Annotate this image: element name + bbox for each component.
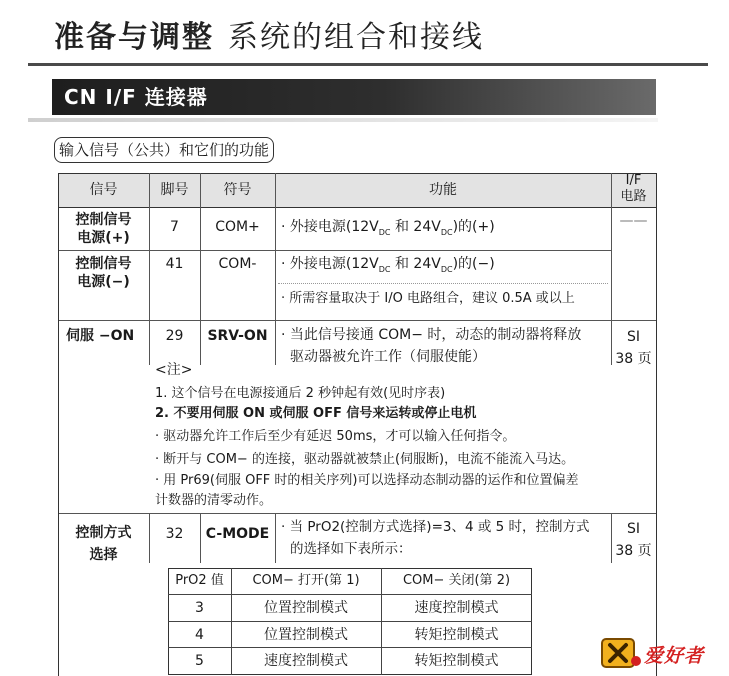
rule	[58, 207, 656, 208]
header-if-line1: I/F	[625, 173, 642, 188]
function-divider	[278, 283, 608, 284]
fn-part: · 外接电源(12V	[281, 256, 379, 272]
note-2: 2. 不要用伺服 ON 或伺服 OFF 信号来运转或停止电机	[155, 406, 477, 421]
header-if-line2: 电路	[620, 189, 647, 204]
rule	[275, 513, 276, 563]
watermark-logo	[600, 635, 720, 671]
function-line1: · 当 PrO2(控制方式选择)=3、4 或 5 时，控制方式	[281, 519, 590, 535]
rule	[58, 250, 611, 251]
watermark-text: 爱好者	[644, 645, 705, 667]
row-com-minus-signal	[58, 255, 149, 291]
if-line1: SI	[626, 329, 640, 345]
row-c-mode-pin: 32	[165, 526, 184, 542]
title-subtitle: 系统的组合和接线	[228, 20, 484, 55]
mode-row-value: 3	[195, 600, 204, 616]
header-if-circuit	[611, 173, 656, 205]
row-c-mode-symbol: C-MODE	[205, 526, 270, 542]
section-bar-shadow	[28, 118, 658, 122]
row-com-plus-pin: 7	[170, 219, 179, 235]
mode-row-value: 4	[195, 627, 204, 643]
signal-line1: 控制信号	[75, 256, 132, 272]
row-com-minus-function-2: · 所需容量取决于 I/O 电路组合，建议 0.5A 或以上	[281, 291, 575, 306]
signal-line1: 控制方式	[75, 525, 132, 541]
function-line1: · 当此信号接通 COM− 时，动态的制动器将释放	[281, 327, 582, 343]
rule	[58, 173, 59, 676]
mode-rule	[168, 621, 532, 622]
rule	[656, 173, 657, 676]
note-6: 计数器的清零动作。	[155, 493, 273, 508]
note-4: · 断开与 COM− 的连接，驱动器就被禁止(伺服断)，电流不能流入马达。	[155, 452, 575, 467]
rule	[275, 173, 276, 365]
section-title-bar	[52, 79, 656, 115]
row-srv-on-function	[281, 326, 581, 366]
section-title: CN I/F 连接器	[64, 85, 208, 109]
mode-row-open: 位置控制模式	[264, 600, 348, 616]
note-3: · 驱动器允许工作后至少有延迟 50ms，才可以输入任何指令。	[155, 429, 516, 444]
fn-sub: DC	[378, 227, 391, 237]
fn-part: )的(+)	[452, 219, 495, 235]
mode-header-open: COM− 打开(第 1)	[252, 573, 360, 588]
mode-header-closed: COM− 关闭(第 2)	[402, 573, 511, 588]
mode-row-closed: 转矩控制模式	[414, 653, 499, 669]
fn-sub: DC	[440, 227, 453, 237]
signal-line1: 控制信号	[75, 212, 132, 228]
fn-part: 和 24V	[390, 256, 441, 272]
header-symbol: 符号	[223, 182, 252, 198]
fn-part: 和 24V	[390, 219, 441, 235]
rule	[58, 320, 656, 321]
row-c-mode-signal	[58, 522, 149, 566]
mode-header-pro2: PrO2 值	[175, 573, 224, 588]
mode-rule	[168, 647, 532, 648]
row-com-plus-if: ——	[619, 213, 648, 229]
function-line2: 驱动器被允许工作（伺服使能）	[290, 349, 486, 365]
row-srv-on-pin: 29	[165, 328, 184, 344]
header-function: 功能	[429, 182, 457, 198]
rule	[58, 513, 656, 514]
row-com-minus-function	[281, 255, 495, 279]
signal-line2: 选择	[89, 547, 118, 563]
header-signal: 信号	[89, 182, 118, 198]
mode-rule	[168, 594, 532, 595]
if-line2: 38 页	[615, 351, 652, 367]
mode-row-closed: 转矩控制模式	[414, 627, 499, 643]
mode-row-closed: 速度控制模式	[414, 600, 499, 616]
row-com-minus-pin: 41	[165, 256, 184, 272]
function-line2: 的选择如下表所示：	[290, 541, 412, 557]
row-c-mode-function	[281, 518, 590, 558]
row-com-plus-signal	[58, 211, 149, 247]
fn-sub: DC	[440, 264, 453, 274]
row-c-mode-if	[611, 518, 656, 562]
row-srv-on-symbol: SRV-ON	[207, 328, 268, 344]
row-com-plus-symbol: COM+	[215, 219, 260, 235]
mode-row-open: 位置控制模式	[264, 627, 348, 643]
page-title	[54, 12, 484, 56]
fn-part: · 外接电源(12V	[281, 219, 379, 235]
signal-line2: 电源(+)	[77, 230, 130, 246]
note-1: 1. 这个信号在电源接通后 2 秒钟起有效(见时序表)	[155, 386, 446, 401]
header-pin: 脚号	[160, 182, 189, 198]
signal-line2: 电源(−)	[77, 274, 130, 290]
row-com-plus-function	[281, 218, 495, 242]
mode-row-open: 速度控制模式	[264, 653, 348, 669]
mode-row-value: 5	[195, 653, 204, 669]
fn-part: )的(−)	[452, 256, 495, 272]
note-label: <注>	[155, 362, 193, 378]
if-line2: 38 页	[615, 543, 652, 559]
row-srv-on-if	[611, 326, 656, 370]
subheading: 输入信号（公共）和它们的功能	[54, 137, 274, 163]
title-main: 准备与调整	[54, 20, 214, 55]
row-srv-on-signal: 伺服 −ON	[66, 328, 135, 344]
row-com-minus-symbol: COM-	[218, 256, 257, 272]
note-5: · 用 Pr69(伺服 OFF 时的相关序列)可以选择动态制动器的运作和位置偏差	[155, 473, 579, 488]
wrench-logo-icon	[600, 635, 644, 671]
fn-sub: DC	[378, 264, 391, 274]
title-divider	[28, 63, 708, 66]
rule	[58, 173, 656, 174]
if-line1: SI	[626, 521, 640, 537]
